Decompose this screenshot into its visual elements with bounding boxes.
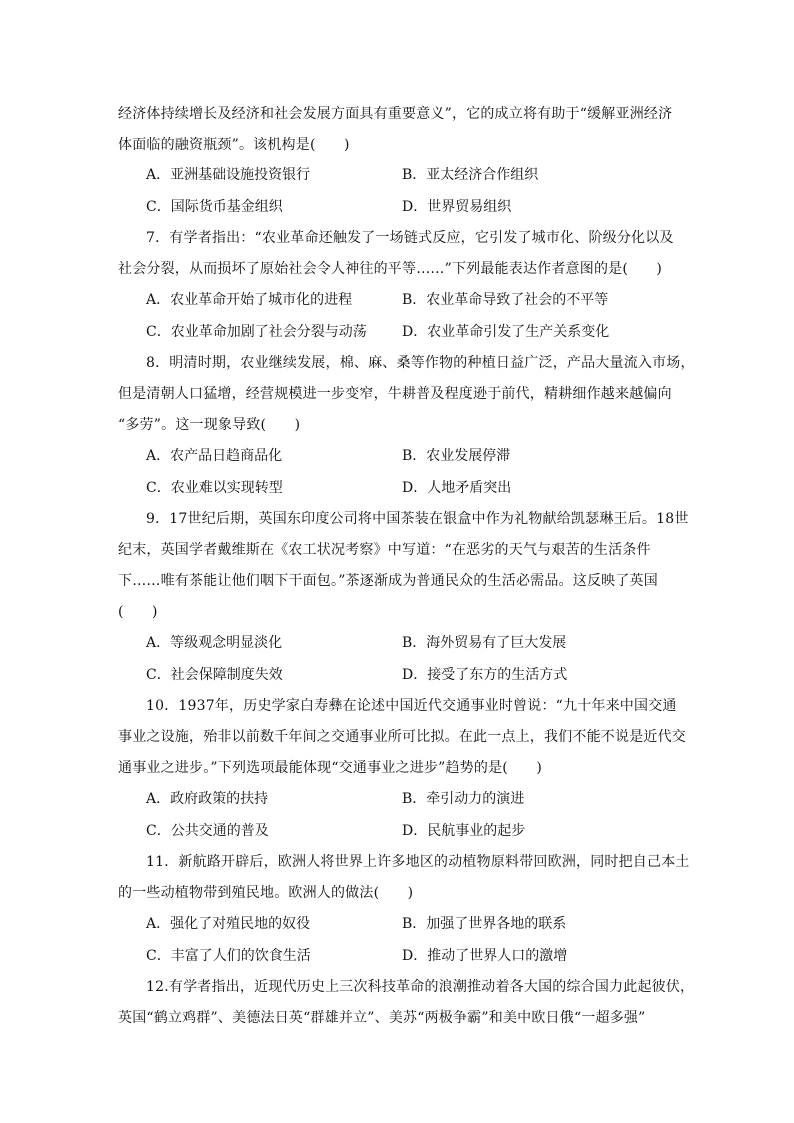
- q9-stem-line-2: 纪末，英国学者戴维斯在《农工状况考察》中写道：“在恶劣的天气与艰苦的生活条件: [118, 542, 651, 558]
- q10-stem-line-3: 通事业之进步。”下列选项最能体现“交通事业之进步”趋势的是( ): [118, 760, 542, 776]
- q6-stem-line-1: 经济体持续增长及经济和社会发展方面具有重要意义”，它的成立将有助于“缓解亚洲经济: [118, 106, 673, 122]
- q10-option-a: A．政府政策的扶持: [146, 791, 269, 807]
- q11-option-c: C．丰富了人们的饮食生活: [146, 948, 311, 964]
- q7-option-d: D．农业革命引发了生产关系变化: [402, 324, 610, 340]
- q7-option-a: A．农业革命开始了城市化的进程: [146, 292, 353, 308]
- q8-stem-line-1: 8．明清时期，农业继续发展，棉、麻、桑等作物的种植日益广泛，产品大量流入市场，: [146, 355, 695, 371]
- q10-option-c: C．公共交通的普及: [146, 823, 269, 839]
- q7-option-b: B．农业革命导致了社会的不平等: [402, 292, 609, 308]
- q8-option-c: C．农业难以实现转型: [146, 480, 283, 496]
- q10-option-b: B．牵引动力的演进: [402, 791, 525, 807]
- q11-stem-line-2: 的一些动植物带到殖民地。欧洲人的做法( ): [118, 885, 414, 901]
- q9-option-a: A．等级观念明显淡化: [146, 635, 283, 651]
- q6-option-a: A．亚洲基础设施投资银行: [146, 167, 311, 183]
- q6-option-d: D．世界贸易组织: [402, 199, 512, 215]
- q8-option-a: A．农产品日趋商品化: [146, 448, 283, 464]
- q9-stem-line-3: 下……唯有茶能让他们咽下干面包。”茶逐渐成为普通民众的生活必需品。这反映了英国: [118, 573, 658, 589]
- q11-stem-line-1: 11．新航路开辟后，欧洲人将世界上许多地区的动植物原料带回欧洲，同时把自己本土: [146, 854, 690, 870]
- q7-stem-line-2: 社会分裂，从而损坏了原始社会令人神往的平等……”下列最能表达作者意图的是( ): [118, 261, 663, 277]
- q10-stem-line-2: 事业之设施，殆非以前数千年间之交通事业所可比拟。在此一点上，我们不能不说是近代交: [118, 729, 686, 745]
- q9-stem-line-1: 9．17世纪后期，英国东印度公司将中国茶装在银盒中作为礼物献给凯瑟琳王后。18世: [146, 511, 689, 527]
- q8-option-d: D．人地矛盾突出: [402, 480, 512, 496]
- q6-option-c: C．国际货币基金组织: [146, 199, 283, 215]
- q11-option-b: B．加强了世界各地的联系: [402, 916, 567, 932]
- q9-option-b: B．海外贸易有了巨大发展: [402, 635, 567, 651]
- q6-option-b: B．亚太经济合作组织: [402, 167, 539, 183]
- q9-option-d: D．接受了东方的生活方式: [402, 667, 568, 683]
- q8-stem-line-2: 但是清朝人口猛增，经营规模进一步变窄，牛耕普及程度逊于前代，精耕细作越来越偏向: [118, 386, 672, 402]
- q11-option-a: A．强化了对殖民地的奴役: [146, 916, 311, 932]
- q11-option-d: D．推动了世界人口的激增: [402, 948, 568, 964]
- q9-stem-line-4: ( ): [118, 604, 158, 620]
- q12-stem-line-2: 英国“鹤立鸡群”、美德法日英“群雄并立”、美苏“两极争霸”和美中欧日俄“一超多强”: [118, 1010, 646, 1026]
- q8-stem-line-3: “多劳”。这一现象导致( ): [118, 417, 301, 433]
- q9-option-c: C．社会保障制度失效: [146, 667, 283, 683]
- q12-stem-line-1: 12.有学者指出，近现代历史上三次科技革命的浪潮推动着各大国的综合国力此起彼伏，: [146, 979, 695, 995]
- q7-option-c: C．农业革命加剧了社会分裂与动荡: [146, 324, 367, 340]
- q10-stem-line-1: 10．1937年，历史学家白寿彝在论述中国近代交通事业时曾说：“九十年来中国交通: [146, 698, 677, 714]
- q10-option-d: D．民航事业的起步: [402, 823, 526, 839]
- q8-option-b: B．农业发展停滞: [402, 448, 511, 464]
- q7-stem-line-1: 7．有学者指出：“农业革命还触发了一场链式反应，它引发了城市化、阶级分化以及: [146, 230, 674, 246]
- q6-stem-line-2: 体面临的融资瓶颈”。该机构是( ): [118, 137, 350, 153]
